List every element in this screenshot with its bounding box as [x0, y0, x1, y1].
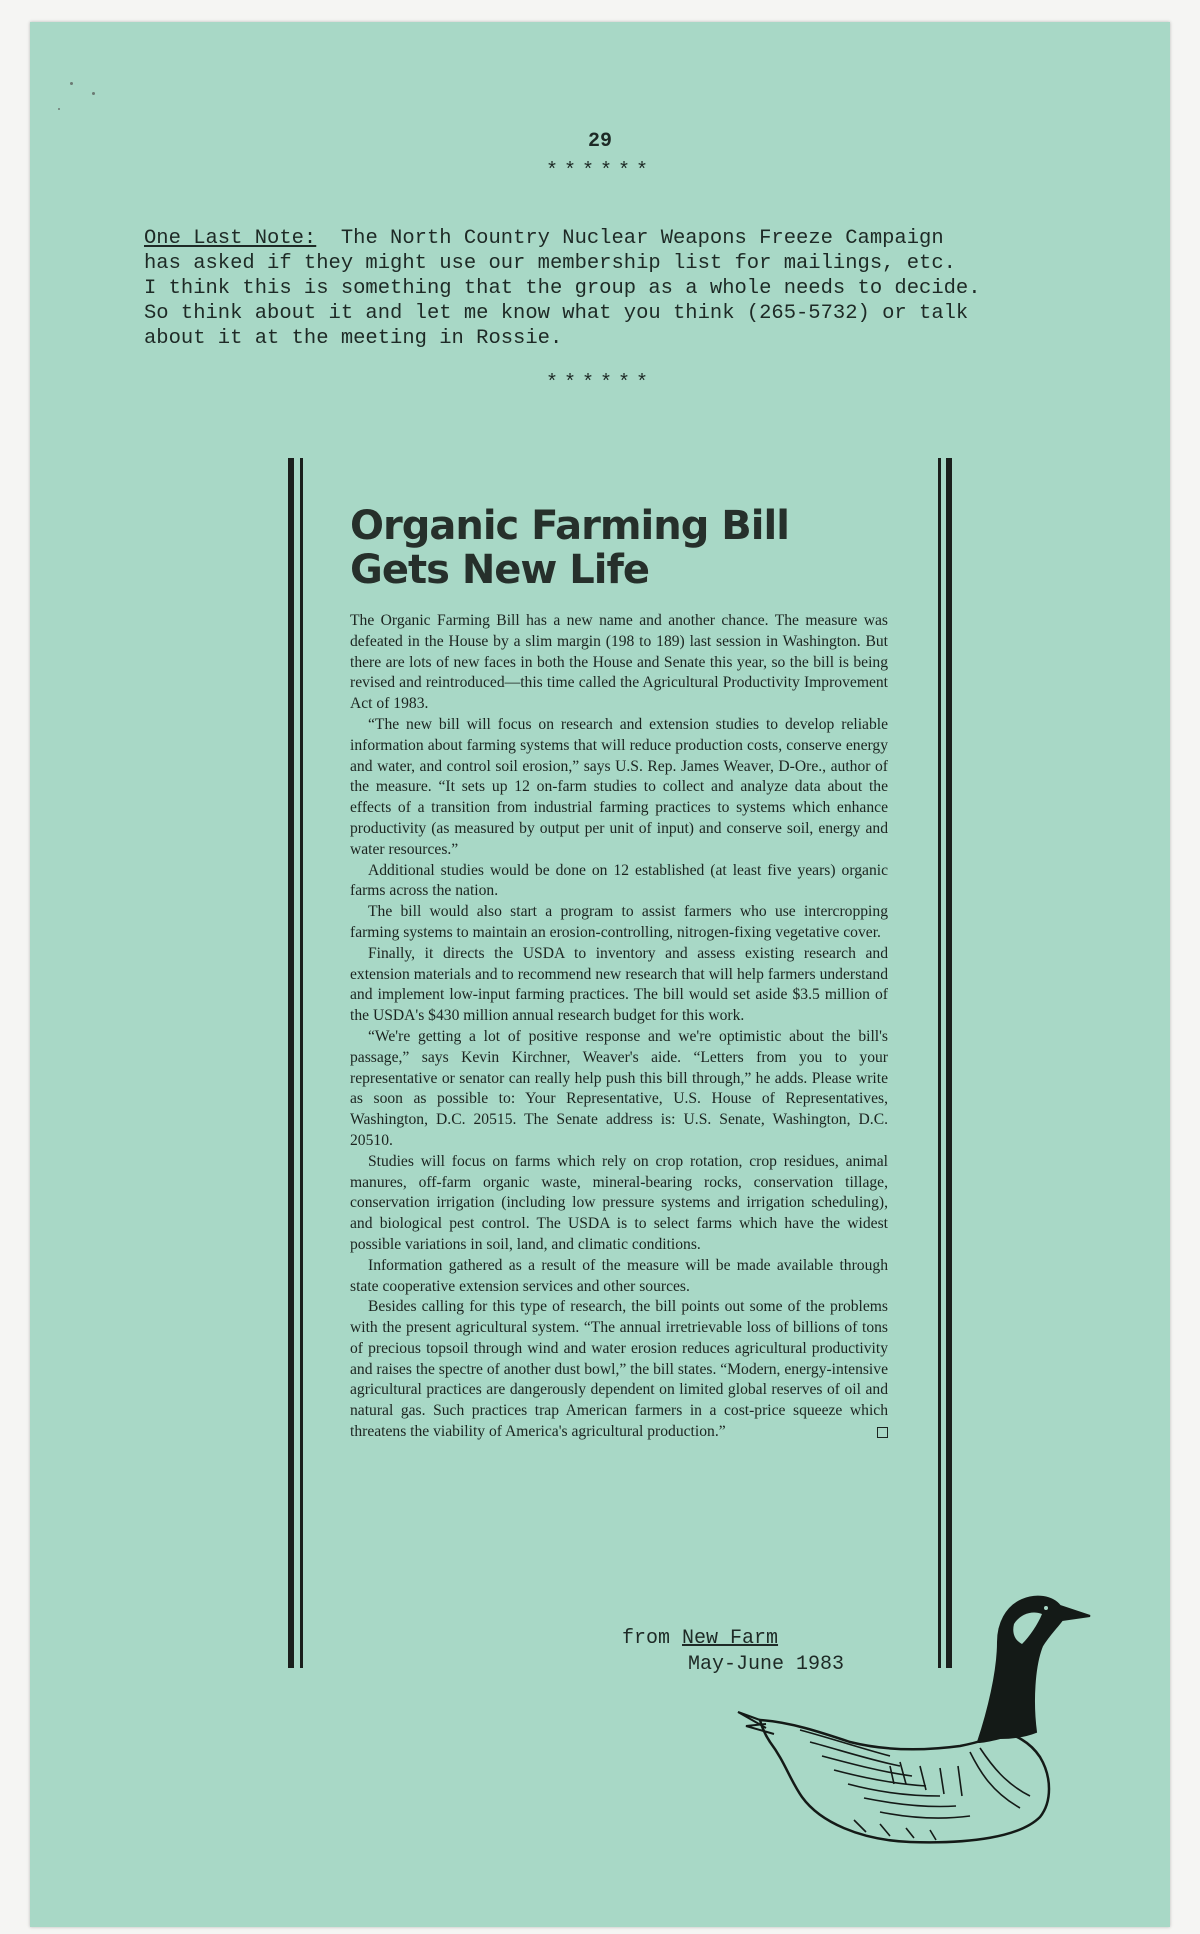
left-border-rule-thin	[300, 458, 303, 1668]
end-of-article-box-icon	[877, 1427, 888, 1438]
note-line-1	[144, 226, 1104, 251]
article-paragraph: “We're getting a lot of positive response and we're optimistic about the bill's passage,” says Kevin Kirchner, Weaver's aide. “Letters from you to your representative or senator can really help push this bill through,” he adds. Please write as soon as possible to: Your Representative, U.S. House of Representatives, Washington, D.C. 20515. The Senate address is: U.S. Senate, Washington, D.C. 20510.	[350, 1027, 888, 1149]
note-line-3: I think this is something that the group as a whole needs to decide.	[144, 277, 981, 300]
article-paragraph-last-text: Besides calling for this type of research, the bill points out some of the problems with the present agricultural system. “The annual irretrievable loss of billions of tons of precious topsoil through wind and water erosion reduces agricultural productivity and raises the spectre of another dust bowl,” the bill states. “Modern, energy-intensive agricultural practices are dangerously dependent on limited global reserves of oil and natural gas. Such practices trap American farmers in a cost-price squeeze which threatens the viability of America's agricultural production.”	[350, 1298, 888, 1441]
clipped-article	[288, 458, 954, 1668]
goose-drawing-icon	[730, 1552, 1140, 1872]
star-separator-bottom: ******	[545, 372, 654, 395]
article-paragraph: The bill would also start a program to assist farmers who use intercropping farming systems to maintain an erosion-controlling, nitrogen-fixing vegetative cover.	[350, 903, 888, 941]
note-line-1-text: The North Country Nuclear Weapons Freeze Campaign	[316, 227, 944, 250]
closing-note	[144, 226, 1104, 351]
attribution-from: from	[622, 1627, 683, 1650]
headline-line-2: Gets New Life	[350, 547, 650, 593]
article-paragraph: Additional studies would be done on 12 established (at least five years) organic farms across the nation.	[350, 861, 888, 900]
attribution-date: May-June 1983	[688, 1653, 845, 1676]
left-border-rule-thick	[288, 458, 294, 1668]
article-body	[350, 611, 888, 1443]
paper-speck	[58, 108, 60, 110]
headline-line-1: Organic Farming Bill	[350, 503, 789, 549]
star-separator-top: ******	[545, 160, 654, 183]
article-paragraph: The Organic Farming Bill has a new name and another chance. The measure was defeated in the House by a slim margin (198 to 189) last session in Washington. But there are lots of new faces in both the House and Senate this year, so the bill is being revised and reintroduced—this time called the Agricultural Productivity Improvement Act of 1983.	[350, 612, 888, 713]
note-label: One Last Note:	[144, 227, 317, 250]
document-sheet	[30, 22, 1170, 1927]
page-number: 29	[587, 130, 612, 153]
note-line-2: has asked if they might use our membership list for mailings, etc.	[144, 252, 956, 275]
article-headline	[350, 504, 890, 592]
attribution-source: New Farm	[682, 1627, 779, 1650]
paper-speck	[92, 92, 95, 95]
article-paragraph: “The new bill will focus on research and extension studies to develop reliable information about farming systems that will reduce production costs, conserve energy and water, and control soil erosion,” says U.S. Rep. James Weaver, D-Ore., author of the measure. “It sets up 12 on-farm studies to collect and analyze data about the effects of a transition from industrial farming practices to systems which enhance productivity (as measured by output per unit of input) and conserve soil, energy and water resources.”	[350, 715, 888, 858]
note-line-4: So think about it and let me know what you think (265-5732) or talk	[144, 302, 969, 325]
article-paragraph-last	[350, 1297, 888, 1443]
article-paragraph: Studies will focus on farms which rely on crop rotation, crop residues, animal manures, off-farm organic waste, mineral-bearing rocks, conservation tillage, conservation irrigation (including low pressure systems and irrigation scheduling), and biological pest control. The USDA is to select farms which have the widest possible variations in soil, land, and climatic conditions.	[350, 1152, 888, 1253]
article-paragraph: Finally, it directs the USDA to inventory and assess existing research and extension materials and to recommend new research that will help farmers understand and implement low-input farming practices. The bill would set aside $3.5 million of the USDA's $430 million annual research budget for this work.	[350, 944, 888, 1025]
paper-speck	[70, 82, 73, 85]
right-border-rule-thin	[938, 458, 941, 1668]
note-line-5: about it at the meeting in Rossie.	[144, 327, 563, 350]
right-border-rule-thick	[946, 458, 952, 1668]
article-paragraph: Information gathered as a result of the measure will be made available through state cooperative extension services and other sources.	[350, 1256, 888, 1295]
